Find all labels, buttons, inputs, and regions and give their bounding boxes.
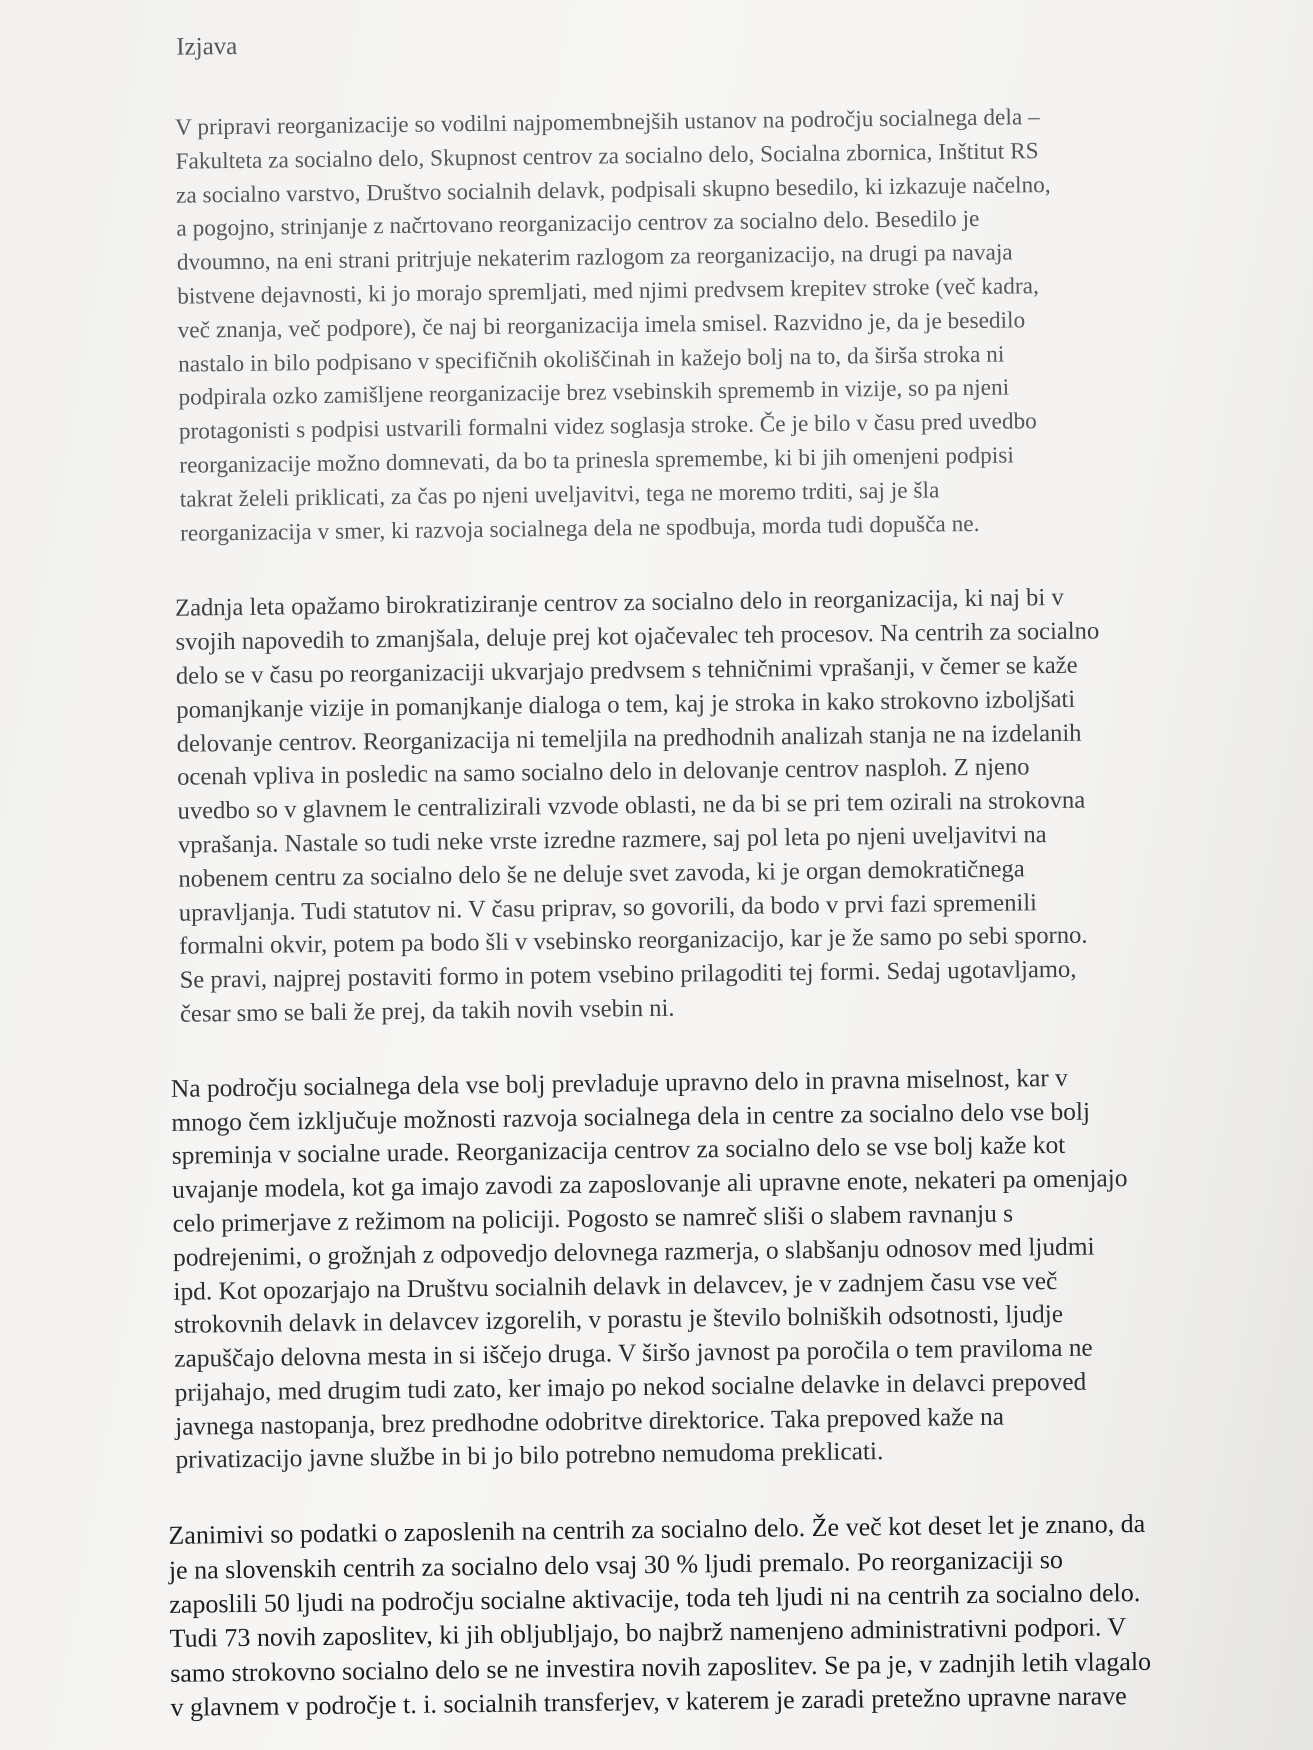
text-line: nobenem centru za socialno delo še ne deluje svet zavoda, ki je organ demokratičnega bbox=[178, 855, 1025, 893]
text-line: samo strokovno socialno delo se ne investira novih zaposlitev. Se pa je, v zadnjih letih vlagalo bbox=[169, 1646, 1152, 1688]
text-line: Zadnja leta opažamo birokratiziranje centrov za socialno delo in reorganizacija, ki naj bi v bbox=[174, 584, 1064, 623]
text-line: vprašanja. Nastale so tudi neke vrste izredne razmere, saj pol leta po njeni uveljavitvi na bbox=[177, 821, 1047, 859]
text-line: v glavnem v področje t. i. socialnih transferjev, v katerem je zaradi pretežno upravne narave bbox=[170, 1681, 1127, 1723]
text-line: bistvene dejavnosti, ki jo morajo spremljati, med njimi predvsem krepitev stroke (več kadra, bbox=[177, 273, 1040, 310]
text-line: mnogo čem izključuje možnosti razvoja socialnega dela in centre za socialno delo vse bolj bbox=[171, 1097, 1091, 1137]
text-line: protagonisti s podpisi ustvarili formalni videz soglasja stroke. Če je bilo v času pred uvedbo bbox=[178, 408, 1038, 445]
text-line: pomanjkanje vizije in pomanjkanje dialoga o tem, kaj je stroka in kako strokovno izboljšati bbox=[176, 685, 1076, 724]
text-line: dvoumno, na eni strani pritrjuje nekaterim razlogom za reorganizacijo, na drugi pa navaja bbox=[176, 239, 1013, 276]
document-body bbox=[150, 14, 1313, 1750]
text-line: Fakulteta za socialno delo, Skupnost centrov za socialno delo, Socialna zbornica, Inštitut RS bbox=[175, 137, 1039, 175]
paragraph-2 bbox=[175, 578, 1312, 1031]
text-line: Se pravi, najprej postaviti formo in potem vsebino prilagoditi tej formi. Sedaj ugotavljamo, bbox=[179, 955, 1077, 994]
text-line: Na področju socialnega dela vse bolj prevladuje upravno delo in pravna miselnost, kar v bbox=[170, 1063, 1068, 1103]
text-line: podrejenimi, o grožnjah z odpovedjo delovnega razmerja, o slabšanju odnosov med ljudmi bbox=[172, 1232, 1095, 1272]
text-line: spreminja v socialne urade. Reorganizacija centrov za socialno delo se vse bolj kaže kot bbox=[171, 1131, 1066, 1171]
document-title: Izjava bbox=[176, 32, 238, 61]
paragraph-1 bbox=[175, 98, 1306, 551]
text-line: privatizacijo javne službe in bi jo bilo potrebno nemudoma preklicati. bbox=[175, 1437, 884, 1475]
text-line: takrat želeli priklicati, za čas po njeni uveljavitvi, tega ne moremo trditi, saj je šla bbox=[179, 477, 940, 513]
text-line: prijahajo, med drugim tudi zato, ker imajo po nekod socialne delavke in delavci prepoved bbox=[174, 1367, 1087, 1407]
text-line: delo se v času po reorganizaciji ukvarjajo predvsem s tehničnimi vprašanji, v čemer se kaže bbox=[175, 651, 1078, 690]
text-line: ipd. Kot opozarjajo na Društvu socialnih delavk in delavcev, je v zadnjem času vse več bbox=[173, 1266, 1058, 1306]
text-line: upravljanja. Tudi statutov ni. V času priprav, so govorili, da bodo v prvi fazi spremenili bbox=[178, 888, 1038, 927]
text-line: javnega nastopanja, brez predhodne odobritve direktorice. Taka prepoved kaže na bbox=[174, 1402, 1005, 1441]
text-line: več znanja, več podpore), če naj bi reorganizacija imela smisel. Razvidno je, da je besedilo bbox=[177, 307, 1026, 344]
text-line: zaposlili 50 ljudi na področju socialne aktivacije, toda teh ljudi ni na centrih za socialno delo. bbox=[169, 1578, 1141, 1619]
text-line: reorganizacije možno domnevati, da bo ta prinesla spremembe, ki bi jih omenjeni podpisi bbox=[179, 442, 1015, 479]
text-line: strokovnih delavk in delavcev izgorelih, v porastu je število bolniških odsotnosti, ljudje bbox=[173, 1300, 1064, 1340]
text-line: česar smo se bali že prej, da takih novih vsebin ni. bbox=[179, 994, 675, 1028]
paragraph-4 bbox=[168, 1505, 1313, 1725]
text-line: formalni okvir, potem pa bodo šli v vsebinsko reorganizacijo, kar je že samo po sebi sporno. bbox=[179, 921, 1088, 961]
text-line: uvedbo so v glavnem le centralizirali vzvode oblasti, ne da bi se pri tem ozirali na strokovna bbox=[177, 786, 1086, 825]
text-line: ocenah vpliva in posledic na samo socialno delo in delovanje centrov nasploh. Z njeno bbox=[176, 753, 1030, 792]
text-line: celo primerjave z režimom na policiji. Pogosto se namreč sliši o slabem ravnanju s bbox=[172, 1199, 1014, 1238]
text-line: Tudi 73 novih zaposlitev, ki jih obljubljajo, bo najbrž namenjeno administrativni podpori. V bbox=[169, 1612, 1127, 1654]
text-line: svojih napovedih to zmanjšala, deluje prej kot ojačevalec teh procesov. Na centrih za socialno bbox=[175, 617, 1100, 656]
text-line: podpirala ozko zamišljene reorganizacije brez vsebinskih sprememb in vizije, so pa njeni bbox=[178, 374, 1010, 412]
text-line: reorganizacija v smer, ki razvoja socialnega dela ne spodbuja, morda tudi dopušča ne. bbox=[180, 510, 980, 547]
text-line: je na slovenskih centrih za socialno delo vsaj 30 % ljudi premalo. Po reorganizaciji so bbox=[168, 1544, 1064, 1585]
text-line: zapuščajo delovna mesta in si iščejo druga. V širšo javnost pa poročila o tem praviloma ne bbox=[174, 1333, 1093, 1373]
paragraph-3 bbox=[171, 1059, 1313, 1478]
text-line: Zanimivi so podatki o zaposlenih na centrih za socialno delo. Že več kot deset let je znano, da bbox=[168, 1509, 1146, 1551]
text-line: delovanje centrov. Reorganizacija ni temeljila na predhodnih analizah stanja ne na izdelanih bbox=[176, 719, 1082, 758]
text-line: za socialno varstvo, Društvo socialnih delavk, podpisali skupno besedilo, ki izkazuje načelno, bbox=[175, 171, 1051, 209]
text-line: V pripravi reorganizacije so vodilni najpomembnejših ustanov na področju socialnega dela – bbox=[175, 104, 1040, 141]
text-line: a pogojno, strinjanje z načrtovano reorganizacijo centrov za socialno delo. Besedilo je bbox=[176, 206, 980, 243]
text-line: uvajanje modela, kot ga imajo zavodi za zaposlovanje ali upravne enote, nekateri pa omenjajo bbox=[172, 1164, 1128, 1204]
text-line: nastalo in bilo podpisano v specifičnih okoliščinah in kažejo bolj na to, da širša stroka ni bbox=[177, 341, 1005, 378]
